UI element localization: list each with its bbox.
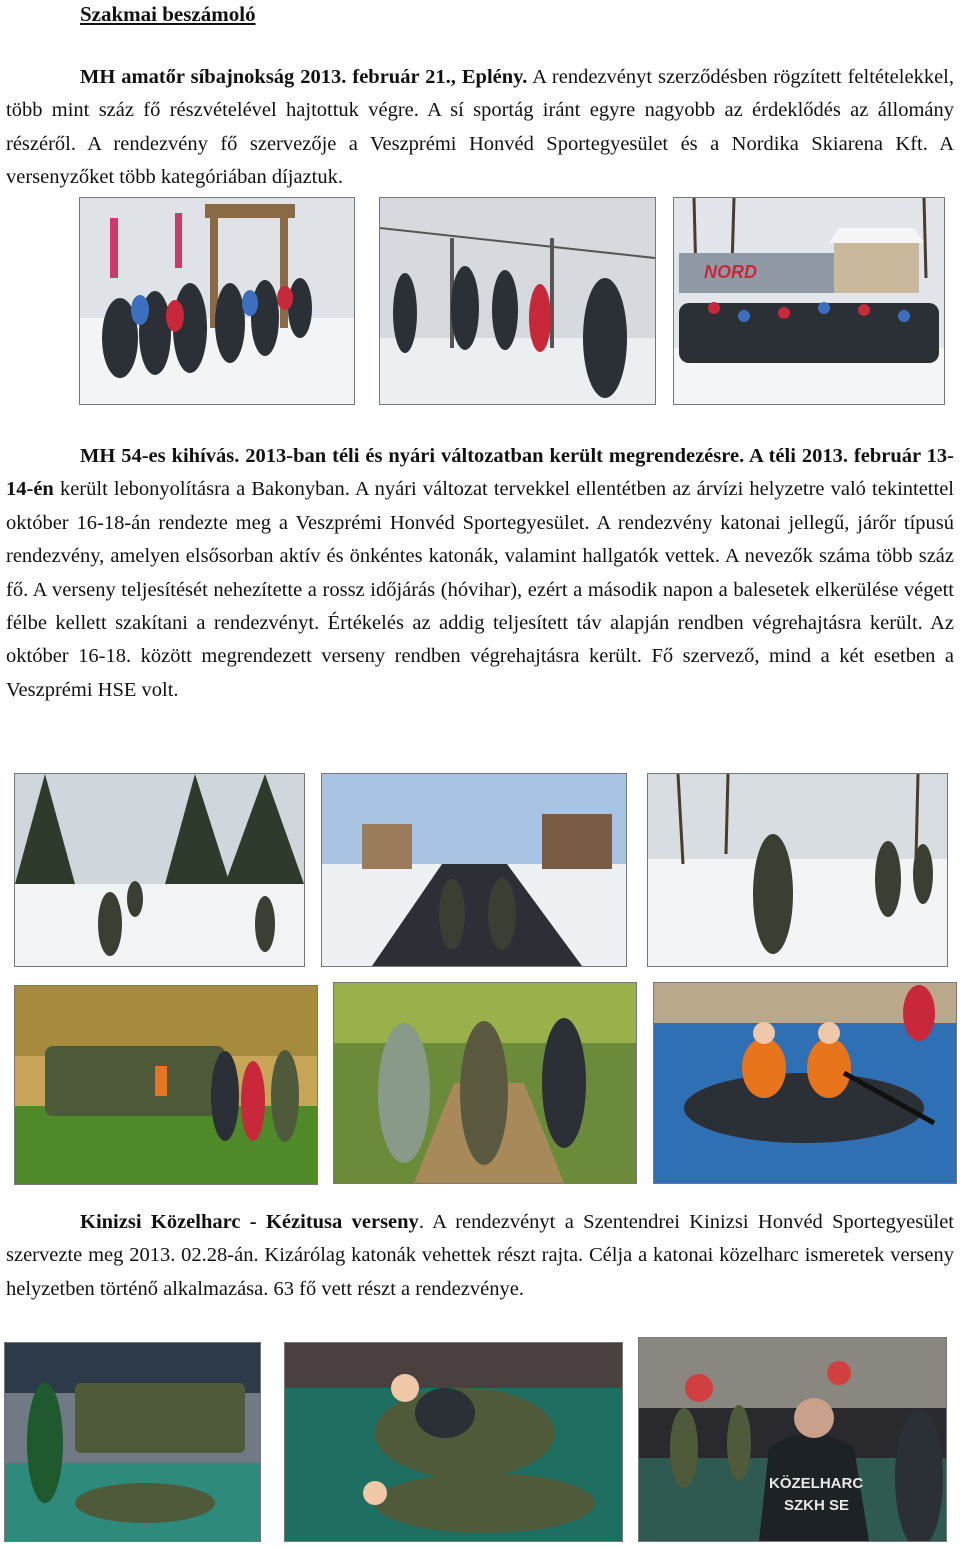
section-54-text: került lebonyolításra a Bakonyban. A nyári változat tervekkel ellentétben az árvízi helyzetre való tekintettel október 16-18-án rendezte meg a Veszprémi Honvéd Sportegyesület. A rendezvény katonai jellegű, járőr típusú rendezvény, amelyen elsősorban aktív és önkéntes katonák, valamint hallgatók vettek. A nevezők száma több száz fő. A verseny teljesítését nehezítette a rossz időjárás (hóvihar), ezért a második napon a balesetek elkerülése végett félbe kellett szakítani a rendezvényt. Értékelés az addig teljesített táv alapján rendben végrehajtásra került. Az október 16-18. között megrendezett verseny rendben végrehajtásra került. Fő szervező, mind a két esetben a Veszprémi HSE volt. (6, 478, 954, 701)
photo-summer-raft (653, 982, 957, 1184)
photo-combat-hall (4, 1342, 261, 1542)
section-ski-title: MH amatőr síbajnokság 2013. február 21., Eplény. (80, 66, 528, 88)
photo-summer-lineup (14, 985, 318, 1185)
banner-text: NORD (704, 262, 757, 282)
page-title: Szakmai beszámoló (80, 2, 256, 26)
photo-winter-road (321, 773, 627, 967)
shirt-text-line2: SZKH SE (784, 1497, 850, 1514)
section-combat-title: Kinizsi Közelharc - Kézitusa verseny (80, 1211, 419, 1233)
section-54-challenge (6, 440, 954, 707)
photo-ski-queue (79, 197, 355, 405)
photo-combat-grapple (284, 1342, 623, 1542)
section-ski-championship (6, 61, 954, 195)
photo-summer-walk (333, 982, 637, 1184)
shirt-text-line1: KÖZELHARC (769, 1475, 864, 1492)
section-close-combat (6, 1206, 954, 1306)
photo-ski-lift (379, 197, 656, 405)
section-54-title: MH 54-es kihívás. 2013-ban téli és nyári változatban került megrendezésre. A téli 2013. február 13-14-én (6, 445, 954, 501)
photo-winter-march (647, 773, 948, 967)
section-combat-text: . A rendezvényt a Szentendrei Kinizsi Honvéd Sportegyesület szervezte meg 2013. 02.28-án. Kizárólag katonák vehettek részt rajta. Célja a katonai közelharc ismeretek verseny helyzetben történő alkalmazása. 63 fő vett részt a rendezvénye. (6, 1211, 954, 1300)
photo-winter-forest (14, 773, 305, 967)
section-ski-text: A rendezvényt szerződésben rögzített feltételekkel, több mint száz fő részvételével hajtottuk végre. A sí sportág iránt egyre nagyobb az érdeklődés az állomány részéről. A rendezvény fő szervezője a Veszprémi Honvéd Sportegyesület és a Nordika Skiarena Kft. A versenyzőket több kategóriában díjaztuk. (6, 66, 954, 189)
photo-combat-referee (638, 1337, 947, 1542)
photo-ski-crowd (673, 197, 945, 405)
